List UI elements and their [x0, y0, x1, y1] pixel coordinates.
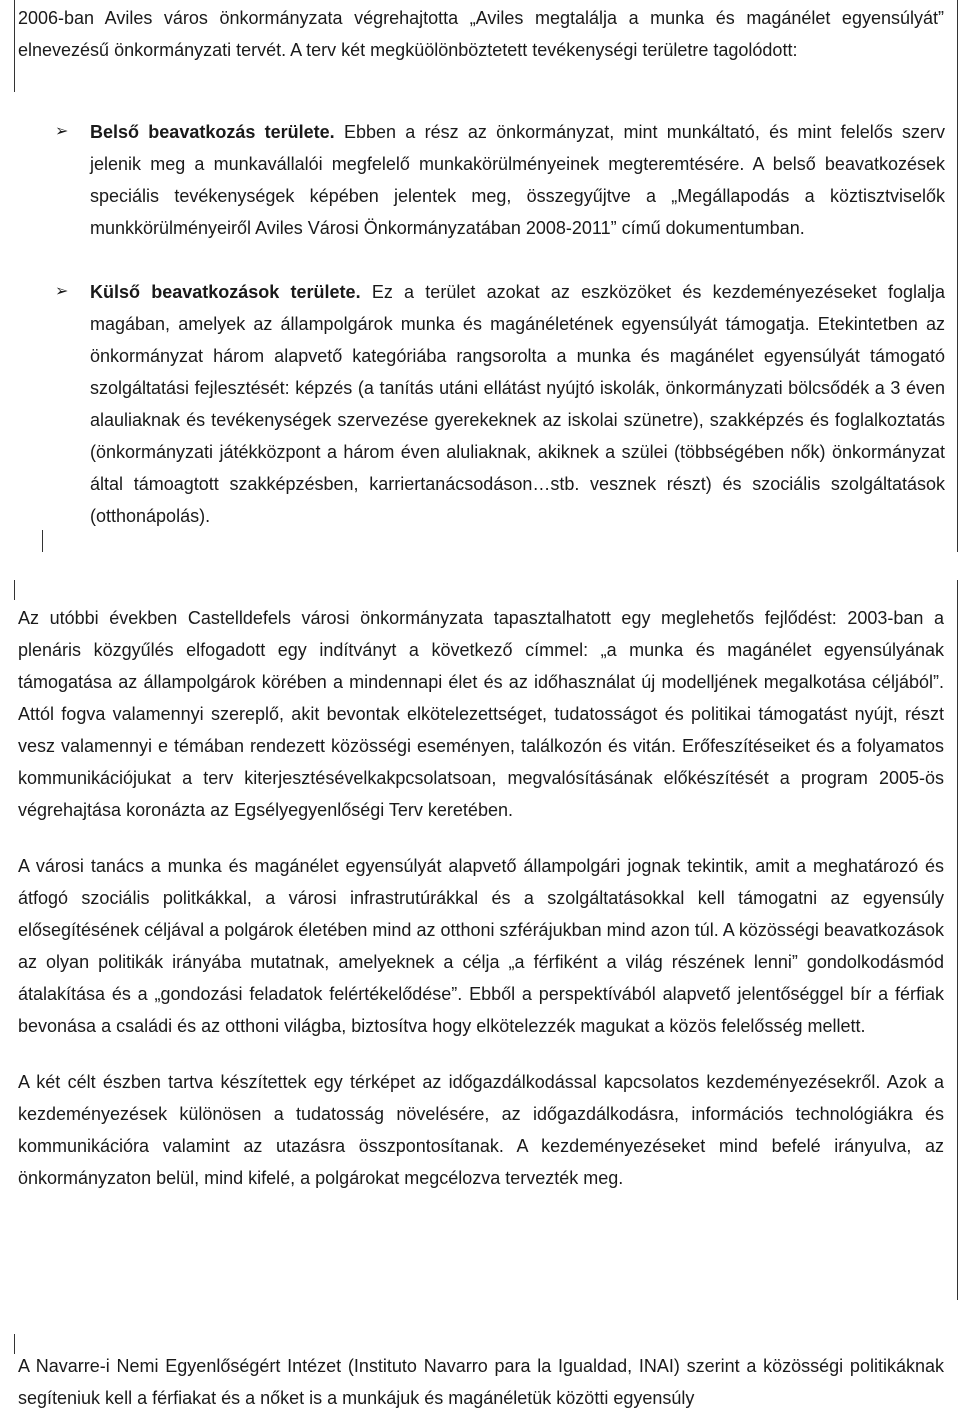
section-aviles	[18, 2, 944, 66]
castelldefels-para-3: A két célt észben tartva készítettek egy térképet az időgazdálkodással kapcsolatos kezdeményezésekről. Azok a kezdeményezések különösen a tudatosság növelésére, az időgazdálkodásra, információs technológiákra és kommunikációra valamint az utazásra összpontosítanak. A kezdeményezéseket mind befelé irányulva, az önkormányzaton belül, mind kifelé, a polgárokat megcélozva tervezték meg.	[18, 1072, 944, 1188]
aviles-item-external	[90, 276, 945, 532]
bullet-arrow-icon: ➢	[55, 123, 69, 140]
internal-title: Belső beavatkozás területe.	[90, 122, 335, 142]
box1-left-border	[14, 0, 15, 92]
section-castelldefels	[18, 602, 944, 1194]
aviles-item-internal	[90, 116, 945, 244]
box2-right-border	[957, 580, 958, 1300]
navarre-para-1: A Navarre-i Nemi Egyenlőségért Intézet (Instituto Navarro para la Igualdad, INAI) szerint a közösségi politikáknak segíteniuk kell a férfiakat és a nőket is a munkájuk és magánéletük közötti egyensúly	[18, 1356, 944, 1408]
aviles-intro: 2006-ban Aviles város önkormányzata végrehajtotta „Aviles megtalálja a munka és magánélet egyensúlyát” elnevezésű önkormányzati tervét. A terv két megküölönböztetett tevékenységi területre tagolódott:	[18, 8, 944, 60]
castelldefels-para-1: Az utóbbi években Castelldefels városi önkormányzata tapasztalhatott egy meglehetős fejlődést: 2003-ban a plenáris közgyűlés elfogadott egy indítványt a következő címmel: „a munka és magánélet egyensúlyának támogatása az állampolgárok körében a mindennapi élet és az időhasználat új modelljének megalkotása céljából”. Attól fogva valamennyi szereplő, akit bevontak elkötelezettséget, tudatosságot és politikai támogatást nyújt, részt vesz valamennyi e témában rendezett közösségi eseményen, találkozón és vitán. Erőfeszítéseiket és a folyamatos kommunikációjukat a terv kiterjesztésévelkakpcsolatsoan, megvalósításának előkészítését a program 2005-ös végrehajtása koronázta az Egsélyegyenlőségi Terv keretében.	[18, 608, 944, 820]
box1-left-border-lower	[42, 530, 43, 552]
external-text: Ez a terület azokat az eszközöket és kezdeményezéseket foglalja magában, amelyek az állampolgárok munka és magánéletének egyensúlyát támogatja. Etekintetben az önkormányzat három alapvető kategóriába rangsorolta a munka és magánélet egyensúlyát támogató szolgáltatási fejlesztését: képzés (a tanítás utáni ellátást nyújtó iskolák, önkormányzati bölcsődék a 3 éven alauliaknak és tevékenységek szervezése gyerekeknek az iskolai szünetre), szakképzés és foglalkoztatás (önkormányzati játékközpont a három éven aluliaknak, akiknek a szülei (többségében nők) önkormányzat által támoagtott szakképzésben, karriertanácsodáson…stb. vesznek részt) és szociális szolgáltatások (otthonápolás).	[90, 282, 945, 526]
section-navarre	[18, 1350, 944, 1414]
box1-right-border	[957, 0, 958, 552]
castelldefels-para-2: A városi tanács a munka és magánélet egyensúlyát alapvető állampolgári jognak tekintik, amit a meghatározó és átfogó szociális politkákkal, a városi infrastrutúrákkal és a szolgáltatásokkal kell támogatni az egyensúly elősegítésének céljával a polgárok életében mind az otthoni szférájukban mind azon túl. A közösségi beavatkozások az olyan politikák irányába mutatnak, amelyeknek a célja „a férfiként a világ részének lenni” gondolkodásmód átalakítása és a „gondozási feladatok felértékelődése”. Ebből a perspektívából alapvető jelentőséggel bír a férfiak bevonása a családi és az otthoni világba, biztosítva hogy elkötelezzék magukat a közös felelősség mellett.	[18, 856, 944, 1036]
box3-left-border	[14, 1334, 15, 1354]
box2-left-border	[14, 580, 15, 600]
internal-text: Ebben a rész az önkormányzat, mint munkáltató, és mint felelős szerv jelenik meg a munkavállalói megfelelő munkakörülményeinek megteremtésére. A belső beavatkozések speciális tevékenységek képében jelentek meg, összegyűjtve a „Megállapodás a köztisztviselők munkkörülményeiről Aviles Városi Önkormányzatában 2008-2011” című dokumentumban.	[90, 122, 945, 238]
external-title: Külső beavatkozások területe.	[90, 282, 361, 302]
bullet-arrow-icon: ➢	[55, 283, 69, 300]
